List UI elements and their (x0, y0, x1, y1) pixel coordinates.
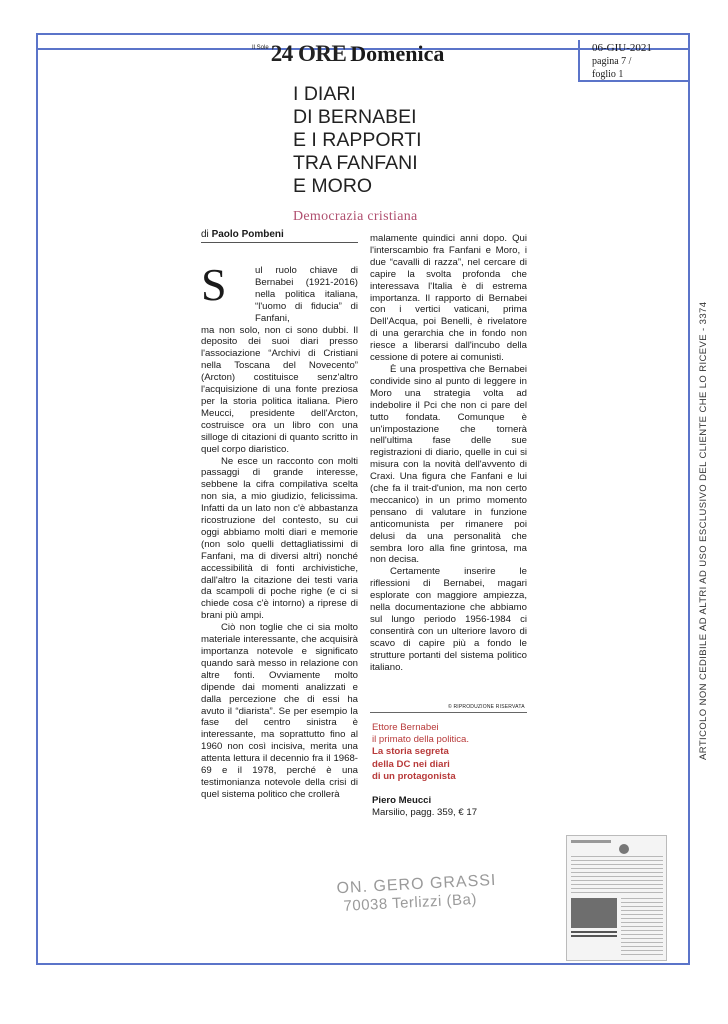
byline-prefix: di (201, 229, 212, 240)
book-info-box (372, 722, 527, 819)
article-kicker: Democrazia cristiana (293, 209, 418, 224)
byline-rule (201, 242, 358, 243)
sheet-number: foglio 1 (592, 69, 624, 80)
byline-author: Paolo Pombeni (211, 229, 284, 240)
book-publisher: Marsilio, pagg. 359, € 17 (372, 807, 478, 819)
article-column-2 (370, 233, 527, 674)
title-line: DI BERNABEI (293, 106, 417, 128)
side-notice: ARTICOLO NON CEDIBILE AD ALTRI AD USO ESCLUSIVO DEL CLIENTE CHE LO RICEVE - 3374 (698, 301, 709, 760)
thumbnail-header (571, 840, 611, 843)
thumbnail-headline (571, 931, 617, 939)
copyright-notice: © RIPRODUZIONE RISERVATA (448, 704, 525, 710)
title-line: TRA FANFANI (293, 152, 418, 174)
page-thumbnail (566, 835, 667, 961)
article-title (293, 83, 533, 198)
book-subtitle-line: La storia segreta (372, 746, 449, 758)
book-box-rule (370, 712, 527, 713)
drop-cap: S (201, 259, 227, 310)
paragraph: malamente quindici anni dopo. Qui l'interscambio fra Fanfani e Moro, i due “cavalli di razza”, nel cercare di capire la svolta profonda che interessava l'Italia è di estrema importanza. Il rapporto di Bernabei con i vertici vaticani, prima Dell'Acqua, poi Benelli, è rivelatore di una gerarchia che in fondo non riesce a liberarsi dall'incubo della cessione di potere ai comunisti. (370, 233, 527, 364)
thumbnail-text (621, 898, 663, 958)
page-meta-box (578, 40, 690, 82)
thumbnail-logo (619, 844, 629, 854)
thumbnail-text (571, 856, 663, 896)
page-number: pagina 7 / (592, 56, 632, 67)
book-subtitle-line: della DC nei diari (372, 758, 450, 770)
stamp-name: ON. GERO GRASSI (336, 871, 497, 898)
book-title: il primato della politica. (372, 734, 470, 746)
paragraph: ma non solo, non ci sono dubbi. Il deposito dei suoi diari presso l'associazione “Archivi di Cristiani nella Toscana del Novecento” (Arcton) costituisce senz'altro l'acquisizione di una fonte preziosa per la storia politica italiana. Piero Meucci, presidente dell'Arcton, costruisce ora un libro con una silloge di citazioni di quanto scritto in quel corpo diaristico. (201, 324, 358, 455)
byline (201, 229, 284, 240)
paragraph: Ciò non toglie che ci sia molto materiale interessante, che acquisirà importanza notevole e significato quando sarà messo in relazione con altre fonti. Ovviamente molto dipende dai momenti analizzati e dalla percezione che di essi ha avuto il “diarista”. Se per esempio la fase del centro sinistra è interessante, ma soprattutto fino al 1960 non così incisiva, merita una attenta lettura il decennio fra il 1968-69 e il 1978, perché è una testimonianza notevole della crisi di quel sistema politico che crollerà (201, 622, 358, 800)
thumbnail-photo (571, 898, 617, 928)
paragraph: Ne esce un racconto con molti passaggi di grande interesse, sebbene la cifra compilativa scelta non sia, a mio giudizio, felicissima. Infatti da un lato non c'è abbastanza ricostruzione del contesto, su cui oggi abbiamo molti diari e memorie (non solo quelli dettagliatissimi di Fanfani, ma di diversi altri) nonché accessibilità di fonti archivistiche, dall'altro la citazione dei testi varia da scampoli di poche righe (e ci si chiede cosa c'è intorno) a riprese di brani più ampi. (201, 455, 358, 622)
book-curator: Piero Meucci (372, 795, 432, 807)
masthead (252, 41, 444, 67)
publication-date: 06-GIU-2021 (592, 42, 652, 54)
title-line: E I RAPPORTI (293, 129, 422, 151)
masthead-brand: 24 ORE (270, 41, 347, 66)
book-author: Ettore Bernabei (372, 722, 439, 733)
masthead-section: Domenica (350, 41, 445, 66)
book-subtitle-line: di un protagonista (372, 770, 456, 782)
title-line: E MORO (293, 175, 373, 197)
stamp-address: 70038 Terlizzi (Ba) (343, 890, 478, 915)
paragraph-lead: ul ruolo chiave di Bernabei (1921-2016) nella politica italiana, “l'uomo di fiducia” di Fanfani, (255, 265, 358, 324)
paragraph: È una prospettiva che Bernabei condivide sino al punto di leggere in Moro una strategia volta ad indebolire il Pci che non ci pare del tutto fondata. Comunque è un'impostazione che tornerà nell'ultima fase delle sue registrazioni di diario, quelle in cui si misura con la novità dell'avvento di Craxi. Una figura che Fanfani e lui (che fa il trait-d'union, ma non certo meccanico) in un primo momento pensano di valutare in funzione anticomunista per rimanere poi delusi da una personalità che sembra loro alla fine grintosa, ma non decisa. (370, 363, 527, 566)
masthead-small-label: Il Sole (252, 45, 269, 51)
article-column-1 (201, 259, 358, 801)
paragraph: Certamente inserire le riflessioni di Bernabei, magari esplorate con maggiore ampiezza, nella documentazione che abbiamo sul lungo periodo 1956-1984 ci consentirà con un ulteriore lavoro di scavo di capire più a fondo le strutture portanti del sistema politico italiano. (370, 566, 527, 673)
title-line: I DIARI (293, 83, 356, 105)
